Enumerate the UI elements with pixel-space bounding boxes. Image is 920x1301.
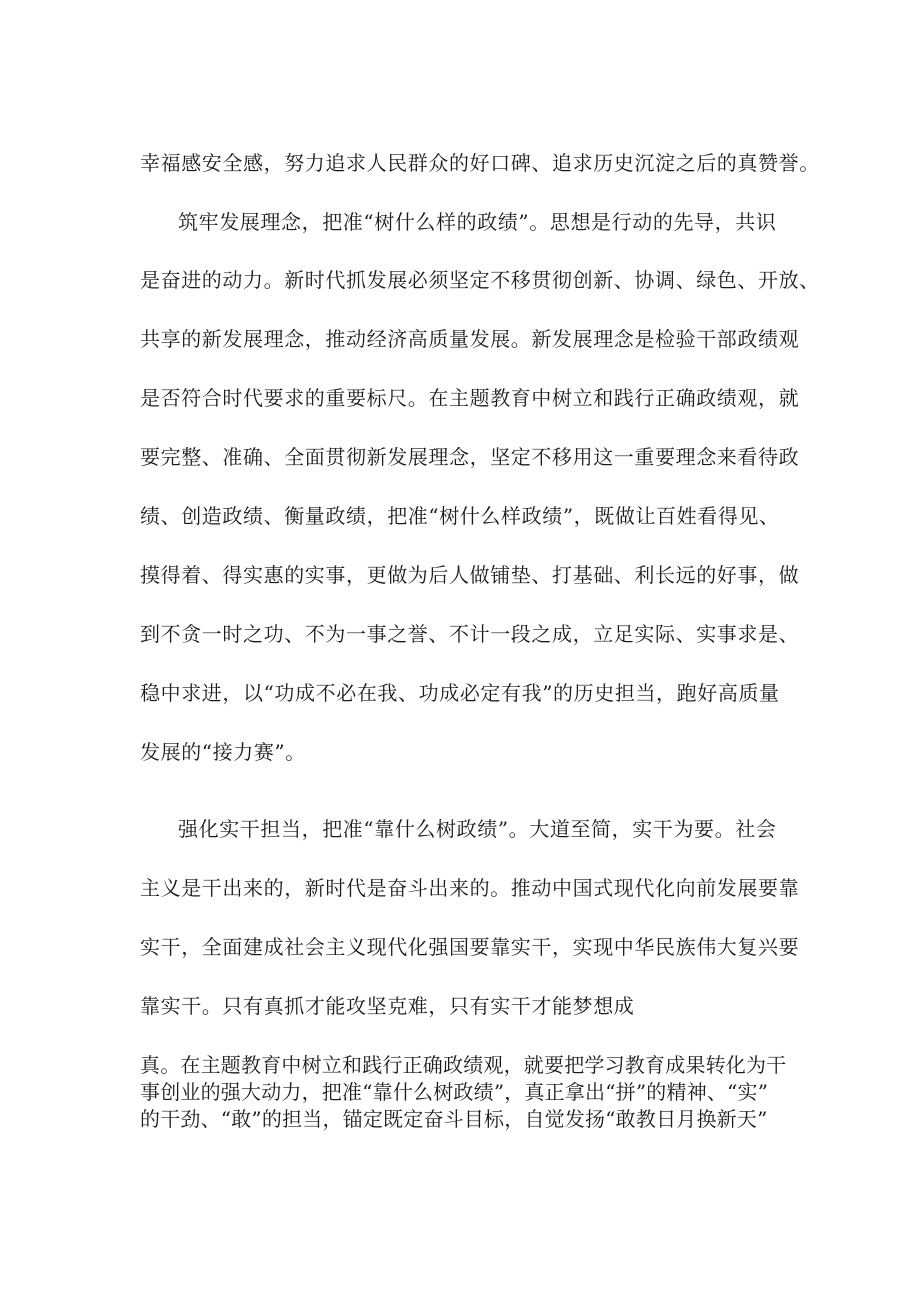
text-line: 主义是干出来的，新时代是奋斗出来的。推动中国式现代化向前发展要靠: [140, 876, 800, 900]
text-line: 靠实干。只有真抓才能攻坚克难，只有实干才能梦想成: [140, 994, 635, 1018]
text-line: 绩、创造政绩、衡量政绩，把准“树什么样政绩”，既做让百姓看得见、: [140, 504, 780, 528]
text-line: 到不贪一时之功、不为一事之誉、不计一段之成，立足实际、实事求是、: [140, 622, 800, 646]
text-line: 共享的新发展理念，推动经济高质量发展。新发展理念是检验干部政绩观: [140, 327, 800, 351]
text-line: 的干劲、“敢”的担当，锚定既定奋斗目标，自觉发扬“敢教日月换新天”: [140, 1107, 768, 1131]
text-line: 要完整、准确、全面贯彻新发展理念，坚定不移用这一重要理念来看待政: [140, 445, 800, 469]
text-line: 摸得着、得实惠的实事，更做为后人做铺垫、打基础、利长远的好事，做: [140, 563, 800, 587]
text-line: 稳中求进，以“功成不必在我、功成必定有我”的历史担当，跑好高质量: [140, 681, 780, 705]
text-line: 幸福感安全感，努力追求人民群众的好口碑、追求历史沉淀之后的真赞誉。: [140, 151, 820, 175]
text-line: 事创业的强大动力，把准“靠什么树政绩”，真正拿出“拼”的精神、“实”: [140, 1080, 769, 1104]
text-line: 是奋进的动力。新时代抓发展必须坚定不移贯彻创新、协调、绿色、开放、: [140, 268, 820, 292]
text-line: 发展的“接力赛”。: [140, 740, 306, 764]
paragraph-first-line: 强化实干担当，把准“靠什么树政绩”。大道至简，实干为要。社会: [178, 817, 777, 841]
text-line: 实干，全面建成社会主义现代化强国要靠实干，实现中华民族伟大复兴要: [140, 935, 800, 959]
text-line: 是否符合时代要求的重要标尺。在主题教育中树立和践行正确政绩观，就: [140, 386, 800, 410]
text-line: 真。在主题教育中树立和践行正确政绩观，就要把学习教育成果转化为干: [140, 1053, 787, 1077]
paragraph-first-line: 筑牢发展理念，把准“树什么样的政绩”。思想是行动的先导，共识: [178, 210, 777, 234]
